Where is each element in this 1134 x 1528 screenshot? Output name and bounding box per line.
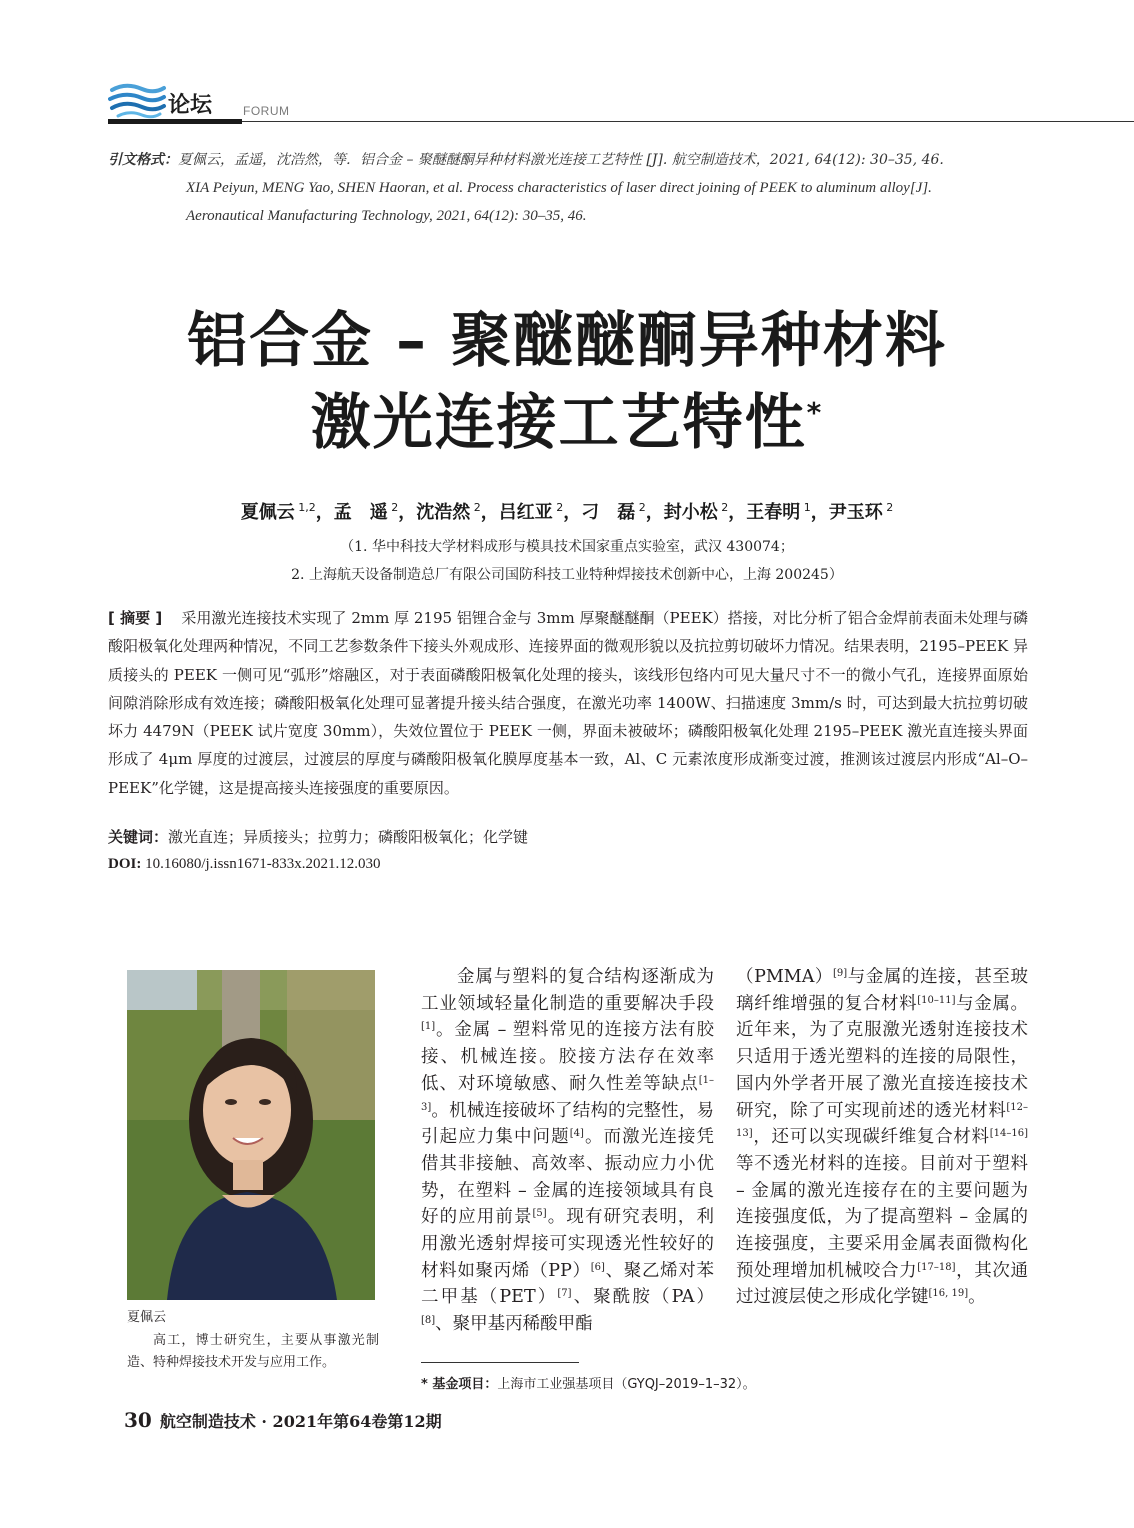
journal-issue: 航空制造技术 · 2021年第64卷第12期 bbox=[159, 1412, 442, 1431]
keywords-text: 激光直连；异质接头；拉剪力；磷酸阳极氧化；化学键 bbox=[168, 828, 529, 846]
body-text: ，其次通过过渡层使之形成化学键 bbox=[736, 1260, 1029, 1308]
body-text: 。金属 – 塑料常见的连接方法有胶接、机械连接。胶接方法存在效率低、对环境敏感、耐久性差等缺点 bbox=[421, 1020, 714, 1094]
author-affiliation-mark: 1,2 bbox=[294, 501, 316, 514]
citation-ref: [14–16] bbox=[989, 1128, 1028, 1140]
author-name: 刁 磊 bbox=[581, 502, 636, 523]
abstract-text: 采用激光连接技术实现了 2mm 厚 2195 铝锂合金与 3mm 厚聚醚醚酮（PEEK）搭接，对比分析了铝合金焊前表面未处理与磷酸阳极氧化处理两种情况，不同工艺参数条件下接头外观成形、连接界面的微观形貌以及抗拉剪切破坏力情况。结果表明，2195–PEEK 异质接头的 PEEK 一侧可见“弧形”熔融区，对于表面磷酸阳极氧化处理的接头，该线形包络内可见大量尺寸不一的微小气孔，连接界面原始间隙消除形成有效连接；磷酸阳极氧化处理可显著提升接头结合强度，在激光功率 1400W、扫描速度 3mm/s 时，可达到最大抗拉剪切破坏力 4479N（PEEK 试片宽度 30mm），失效位置位于 PEEK 一侧，界面未被破坏；磷酸阳极氧化处理 2195–PEEK 激光直连接头界面形成了 4μm 厚度的过渡层，过渡层的厚度与磷酸阳极氧化膜厚度基本一致，Al、C 元素浓度形成渐变过渡，推测该过渡层内形成“Al–O–PEEK”化学键，这是提高接头连接强度的重要原因。 bbox=[108, 609, 1029, 797]
footnote-rule bbox=[421, 1362, 579, 1363]
citation-ref: [7] bbox=[557, 1288, 572, 1300]
author-affiliation-mark: 2 bbox=[552, 501, 564, 514]
article-title bbox=[0, 300, 1134, 464]
author-name: 尹玉环 bbox=[828, 502, 883, 523]
author-affiliation-mark: 1 bbox=[800, 501, 811, 514]
body-column-2 bbox=[736, 964, 1028, 1311]
citation-ref: [9] bbox=[833, 968, 848, 979]
body-text: 金属与塑料的复合结构逐渐成为工业领域轻量化制造的重要解决手段 bbox=[421, 967, 714, 1014]
affiliation-2: 2. 上海航天设备制造总厂有限公司国防科技工业特种焊接技术创新中心，上海 200245） bbox=[291, 567, 843, 583]
citation-en-1: XIA Peiyun, MENG Yao, SHEN Haoran, et al. Process characteristics of laser direct joining of PEEK to aluminum alloy[J]. bbox=[186, 180, 932, 196]
citation-ref: [16, 19] bbox=[928, 1288, 969, 1300]
citation-cn: 夏佩云，孟遥，沈浩然，等．铝合金 – 聚醚醚酮异种材料激光连接工艺特性 [J]. 航空制造技术，2021, 64(12): 30–35, 46. bbox=[178, 152, 944, 168]
body-column-1 bbox=[421, 964, 714, 1338]
section-title-en: FORUM bbox=[243, 104, 290, 118]
citation-ref: [4] bbox=[569, 1128, 584, 1140]
body-text: 。机械连接破坏了结构的完整性，易引起应力集中问题 bbox=[421, 1100, 714, 1148]
forum-logo-icon bbox=[108, 80, 168, 120]
page-footer bbox=[124, 1408, 442, 1432]
author-list: 夏佩云 $^{1,2}$，孟 遥 $^2$，沈浩然 $^2$，吕红亚 $^2$，刁 磊 $^2$，封小松 $^2$，王春明 $^1$，尹玉环 $^2$ bbox=[240, 501, 894, 523]
body-text: 、聚乙烯对苯二甲基（PET） bbox=[421, 1260, 714, 1308]
citation-ref: [17–18] bbox=[917, 1261, 956, 1273]
citation-label: 引文格式： bbox=[108, 152, 178, 168]
citation-ref: [1–3] bbox=[421, 1074, 714, 1113]
author-name: 封小松 bbox=[663, 502, 718, 523]
page-number: 30 bbox=[124, 1408, 152, 1432]
author-photo bbox=[127, 970, 375, 1300]
bio-name: 夏佩云 bbox=[127, 1310, 167, 1325]
body-text: 与金属。近年来，为了克服激光透射连接技术只适用于透光塑料的连接的局限性，国内外学者开展了激光直接连接技术研究，除了可实现前述的透光材料 bbox=[736, 993, 1029, 1121]
affiliation-1: （1. 华中科技大学材料成形与模具技术国家重点实验室，武汉 430074； bbox=[340, 539, 794, 555]
article-title-line2: 激光连接工艺特性 bbox=[310, 388, 807, 458]
citation-en-2: Aeronautical Manufacturing Technology, 2021, 64(12): 30–35, 46. bbox=[186, 208, 587, 224]
author-name: 孟 遥 bbox=[333, 502, 388, 523]
citation-ref: [8] bbox=[421, 1315, 436, 1327]
author-affiliation-mark: 2 bbox=[470, 501, 481, 514]
doi-value: 10.16080/j.issn1671-833x.2021.12.030 bbox=[145, 856, 381, 872]
body-text: 、聚甲基丙稀酸甲酯 bbox=[435, 1314, 593, 1335]
citation-ref: [12–13] bbox=[736, 1101, 1028, 1140]
title-footnote-mark: * bbox=[806, 396, 824, 429]
footnote bbox=[421, 1373, 756, 1392]
abstract bbox=[108, 604, 1028, 802]
body-text: 。而激光连接凭借其非接触、高效率、振动应力小优势，在塑料 – 金属的连接领域具有良好的应用前景 bbox=[421, 1127, 715, 1228]
footnote-text: 上海市工业强基项目（GYQJ–2019–1–32）。 bbox=[497, 1377, 756, 1392]
author-affiliation-mark: 2 bbox=[882, 501, 894, 514]
article-title-line1: 铝合金 – 聚醚醚酮异种材料 bbox=[187, 306, 947, 376]
body-text: ，还可以实现碳纤维复合材料 bbox=[752, 1127, 990, 1148]
body-text: 。 bbox=[968, 1287, 986, 1308]
author-affiliation-mark: 2 bbox=[717, 501, 729, 514]
author-name: 沈浩然 bbox=[416, 502, 471, 523]
header-rule bbox=[108, 121, 1134, 122]
abstract-label: [ 摘要 ] bbox=[108, 609, 163, 627]
body-text: （PMMA） bbox=[736, 967, 833, 987]
doi bbox=[108, 856, 381, 873]
citation-ref: [5] bbox=[532, 1208, 547, 1220]
author-affiliation-mark: 2 bbox=[387, 501, 399, 514]
footnote-label: * 基金项目： bbox=[421, 1377, 498, 1392]
bio-text: 高工，博士研究生，主要从事激光制造、特种焊接技术开发与应用工作。 bbox=[127, 1333, 379, 1370]
section-title: 论坛 bbox=[168, 93, 213, 118]
body-text: 、聚酰胺（PA） bbox=[571, 1287, 714, 1308]
citation-block bbox=[108, 146, 1068, 230]
author-name: 吕红亚 bbox=[498, 502, 553, 523]
keywords-label: 关键词： bbox=[108, 828, 169, 846]
author-affiliation-mark: 2 bbox=[635, 501, 646, 514]
body-text: 。现有研究表明，利用激光透射焊接可实现透光性较好的材料如聚丙烯（PP） bbox=[421, 1207, 714, 1281]
citation-ref: [6] bbox=[590, 1261, 605, 1273]
citation-ref: [10–11] bbox=[917, 994, 956, 1006]
author-name: 王春明 bbox=[746, 502, 801, 523]
body-text: 等不透光材料的连接。目前对于塑料 – 金属的激光连接存在的主要问题为连接强度低，为了提高塑料 – 金属的连接强度，主要采用金属表面微构化预处理增加机械咬合力 bbox=[736, 1153, 1028, 1281]
doi-label: DOI: bbox=[108, 856, 142, 872]
keywords bbox=[108, 826, 528, 847]
body-text: 与金属的连接，甚至玻璃纤维增强的复合材料 bbox=[736, 967, 1028, 1014]
author-name: 夏佩云 bbox=[240, 502, 295, 523]
header-rule-accent bbox=[108, 119, 242, 124]
citation-ref: [1] bbox=[421, 1021, 436, 1033]
